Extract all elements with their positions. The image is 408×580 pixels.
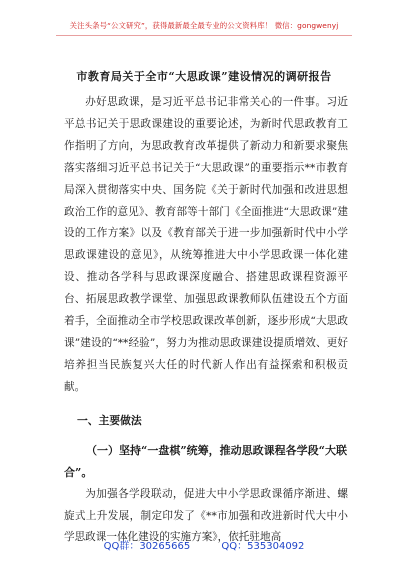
body-paragraph: 为加强各学段联动，促进大中小学思政课循序渐进、螺旋式上升发展，制定印发了《**市加强和改进新时代大中小学思政课一体化建设的实施方案》，依托驻地高 bbox=[64, 487, 348, 544]
footer-qq-group: QQ群：30265665 bbox=[103, 541, 191, 552]
body-paragraph: 办好思政课，是习近平总书记非常关心的一件事。习近平总书记关于思政课建设的重要论述，为新时代思政教育工作指明了方向，为思政教育改革提供了新动力和新要求聚焦落实落细习近平总书记关于“大思政课”的重要指示**市教育局深入贯彻落实中央、国务院《关于新时代加强和改进思想政治工作的意见》、教育部等十部门《全面推进“大思政课”建设的工作方案》以及《教育部关于进一步加强新时代中小学思政课建设的意见》，从统筹推进大中小学思政课一体化建设、推动各学科与思政课深度融合、搭建思政课程资源平台、拓展思政教学课堂、加强思政课教师队伍建设五个方面着手，全面推动全市学校思政课改革创新，逐步形成“大思政课”建设的“**经验”，努力为推动思政课建设提质增效、更好培养担当民族复兴大任的时代新人作出有益探索和积极贡献。 bbox=[64, 96, 348, 393]
header-divider bbox=[56, 35, 352, 36]
footer-qq-number: QQ：535304092 bbox=[221, 541, 305, 552]
subsection-heading: （一）坚持“一盘棋”统筹，推动思政课程各学段“大联合”。 bbox=[64, 443, 347, 479]
header-note: 关注头条号“公文研究”，获得最新最全最专业的公文资料库！ 微信：gongwenyj bbox=[69, 21, 339, 30]
section-heading: 一、主要做法 bbox=[76, 413, 142, 427]
document-title: 市教育局关于全市“大思政课”建设情况的调研报告 bbox=[76, 70, 332, 83]
footer-contact bbox=[0, 537, 408, 552]
document-body bbox=[64, 92, 348, 549]
